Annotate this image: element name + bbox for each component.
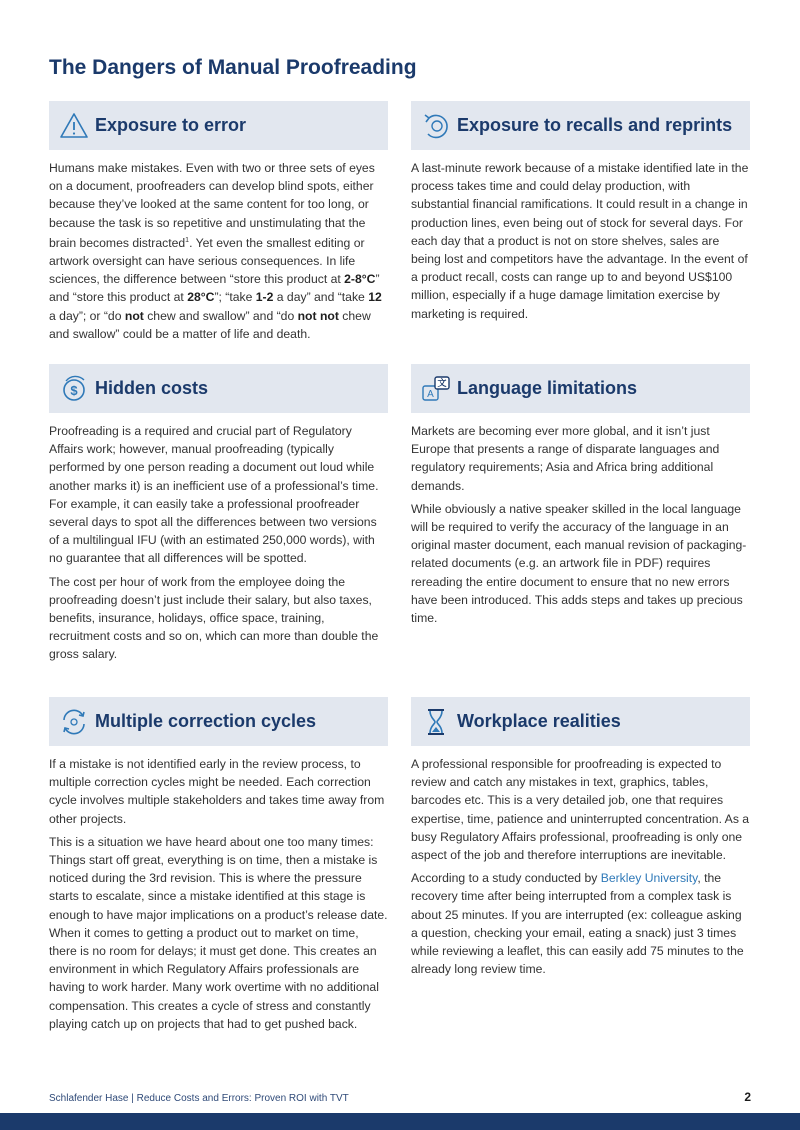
footer-bar	[0, 1113, 800, 1130]
section-title: Exposure to error	[95, 115, 247, 135]
paragraph: According to a study conducted by Berkley University, the recovery time after being interrupted from a complex task is about 25 minutes. If you are interrupted (ex: colleague asking a question, checking your email, eating a snack) just 3 times while reviewing a leaflet, this can easily add 75 minutes to the already long review time.	[411, 871, 744, 977]
section-header	[411, 364, 750, 413]
recall-cycle-icon	[419, 109, 453, 143]
refresh-cycle-icon	[57, 705, 91, 739]
paragraph: The cost per hour of work from the employee doing the proofreading doesn’t just include their salary, but also taxes, benefits, insurance, holidays, office space, training, recruitment costs and so on, which can more than double the gross salary.	[49, 574, 379, 662]
section-title: Workplace realities	[457, 711, 621, 731]
paragraph: Proofreading is a required and crucial part of Regulatory Affairs work; however, manual proofreading (typically performed by one person reading a document out loud while another marks it) is an inefficient use of a professional’s time. For example, it can easily take a professional proofreader several days to spot all the differences between two versions of a multilingual IFU (with an estimated 250,000 words), with no guarantee that all differences will be spotted.	[49, 424, 379, 566]
paragraph: If a mistake is not identified early in the review process, to multiple correction cycles might be needed. Each correction cycle involves multiple stakeholders and takes time away from other projects.	[49, 757, 385, 826]
hourglass-icon	[419, 705, 453, 739]
section-language-limitations	[411, 364, 750, 627]
section-exposure-to-recalls	[411, 101, 750, 323]
paragraph: While obviously a native speaker skilled in the local language will be required to verify the accuracy of the language in an original master document, each manual revision of packaging-related documents (e.g. an artwork file in PDF) requires rereading the entire document to ensure that no new errors have been introduced. This adds steps and takes up precious time.	[411, 501, 747, 626]
section-title: Exposure to recalls and reprints	[457, 115, 733, 135]
section-header	[49, 364, 388, 413]
paragraph: A last-minute rework because of a mistake identified late in the process takes time and could delay production, with substantial financial ramifications. It could result in a change in production lines, even being out of stock for several days. For each day that a product is not on store shelves, sales are being lost and competitors have the advantage. In the event of a product recall, costs can range up to and beyond US$100 million, especially if a huge damage limitation exercise by marketing is required.	[411, 161, 749, 321]
svg-text:A: A	[427, 388, 434, 400]
footer-text: Schlafender Hase | Reduce Costs and Errors: Proven ROI with TVT	[49, 1093, 349, 1104]
berkley-university-link[interactable]: Berkley University	[600, 871, 698, 886]
paragraph: A professional responsible for proofreading is expected to review and catch any mistakes in text, graphics, tables, barcodes etc. This is a very detailed job, one that requires expertise, time, patience and uninterrupted concentration. As a busy Regulatory Affairs professional, proofreading is only one aspect of the job and therefore interruptions are inevitable.	[411, 757, 750, 863]
page-number: 2	[744, 1090, 751, 1104]
section-header	[49, 697, 388, 746]
section-title: Hidden costs	[95, 378, 209, 398]
section-exposure-to-error	[49, 101, 388, 343]
paragraph: Humans make mistakes. Even with two or three sets of eyes on a document, proofreaders can develop blind spots, either because they’ve looked at the same content for too long, or because the task is so repetitive and unstimulating that the brain becomes distracted$^1$. Yet even the smallest editing or artwork oversight can have serious consequences. In life sciences, the difference between “store this product at 2-8°C” and “store this product at 28°C”; “take 1-2 a day” and “take 12 a day”; or “do not chew and swallow” and “do not not chew and swallow” could be a matter of life and death.	[49, 161, 382, 341]
section-workplace-realities	[411, 697, 750, 978]
paragraph: Markets are becoming ever more global, and it isn’t just Europe that presents a range of disparate languages and regulatory requirements; Asia and Africa bring additional demands.	[411, 424, 720, 493]
section-hidden-costs	[49, 364, 388, 664]
section-title: Language limitations	[457, 378, 638, 398]
dollar-coin-icon	[57, 372, 91, 406]
section-title: Multiple correction cycles	[95, 711, 317, 731]
paragraph: This is a situation we have heard about one too many times: Things start off great, everything is on time, then a mistake is noticed during the 3rd revision. This is where the pressure starts to escalate, since a mistake identified at this stage is enough to have major implications on a product’s release date. When it comes to getting a product out to market on time, there is no room for delays; it must get done. This creates an environment in which Regulatory Affairs professionals are having to work harder. Many work overtime with no additional compensation. This creates a cycle of stress and constantly playing catch up on projects that had to get pushed back.	[49, 834, 388, 1031]
warning-triangle-icon	[57, 109, 91, 143]
svg-text:文: 文	[437, 377, 447, 388]
svg-text:$: $	[70, 382, 78, 398]
section-header	[49, 101, 388, 150]
section-multiple-correction-cycles	[49, 697, 388, 1033]
translate-icon	[419, 372, 453, 406]
page-title: The Dangers of Manual Proofreading	[49, 56, 417, 79]
section-header	[411, 101, 750, 150]
section-header	[411, 697, 750, 746]
